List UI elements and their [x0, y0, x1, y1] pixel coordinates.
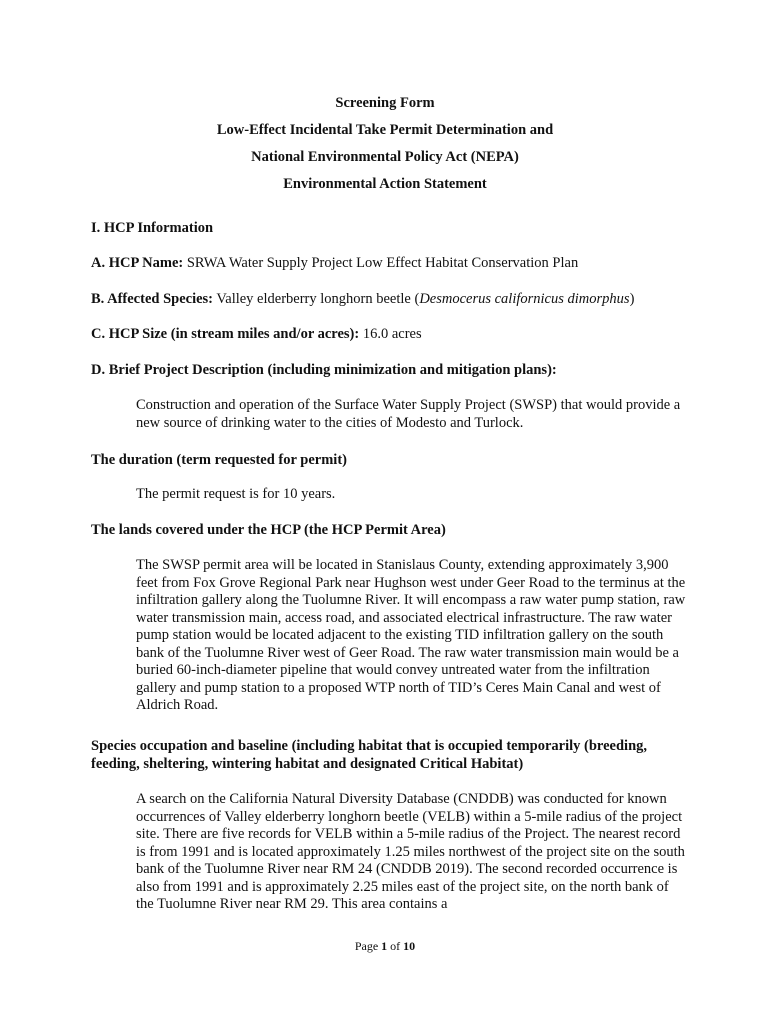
footer-total-pages: 10: [403, 939, 416, 953]
hcp-name-value: SRWA Water Supply Project Low Effect Habitat Conservation Plan: [186, 255, 579, 271]
duration-text: The permit request is for 10 years.: [136, 486, 336, 502]
footer-page-number: 1: [381, 939, 388, 953]
affected-species-row: [91, 290, 634, 308]
form-subtitle-line-1: Low-Effect Incidental Take Permit Determination and: [216, 122, 554, 138]
hcp-name-label: A. HCP Name:: [91, 255, 184, 271]
affected-species-close: ): [629, 291, 635, 307]
duration-heading: The duration (term requested for permit): [91, 452, 347, 468]
project-description-heading: D. Brief Project Description (including minimization and mitigation plans):: [91, 362, 557, 378]
affected-species-label: B. Affected Species:: [91, 291, 214, 307]
hcp-size-value: 16.0 acres: [362, 326, 422, 342]
form-title: Screening Form: [335, 95, 435, 111]
hcp-size-row: [91, 325, 422, 343]
species-occupation-text: A search on the California Natural Diversity Database (CNDDB) was conducted for known occurrences of Valley elderberry longhorn beetle (VELB) within a 5-mile radius of the project site. There are five records for VELB within a 5-mile radius of the Project. The nearest record is from 1991 and is located approximately 1.25 miles northwest of the project site on the south bank of the Tuolumne River near RM 24 (CNDDB 2019). The second recorded occurrence is also from 1991 and is approximately 2.25 miles east of the project site, on the north bank of the Tuolumne River near RM 29. This area contains a: [136, 791, 685, 912]
lands-covered-heading: The lands covered under the HCP (the HCP Permit Area): [91, 522, 446, 538]
footer-of-word: of: [390, 939, 401, 953]
project-description-text: Construction and operation of the Surface Water Supply Project (SWSP) that would provide a new source of drinking water to the cities of Modesto and Turlock.: [136, 397, 681, 431]
section-i-heading: I. HCP Information: [91, 220, 214, 236]
species-scientific-name: Desmocerus californicus dimorphus: [419, 291, 630, 307]
hcp-size-label: C. HCP Size (in stream miles and/or acres):: [91, 326, 360, 342]
species-occupation-heading: Species occupation and baseline (including habitat that is occupied temporarily (breeding, feeding, sheltering, wintering habitat and designated Critical Habitat): [91, 738, 648, 772]
footer-page-word: Page: [354, 939, 379, 953]
page-footer: [0, 939, 770, 954]
affected-species-value: Valley elderberry longhorn beetle (: [216, 291, 420, 307]
hcp-name-row: [91, 254, 578, 272]
form-subtitle-line-3: Environmental Action Statement: [283, 176, 487, 192]
lands-covered-text: The SWSP permit area will be located in Stanislaus County, extending approximately 3,900 feet from Fox Grove Regional Park near Hughson west under Geer Road to the terminus at the infiltration gallery along the Tuolumne River. It will encompass a raw water pump station, raw water transmission main, access road, and associated electrical infrastructure. The raw water pump station would be located adjacent to the existing TID infiltration gallery on the south bank of the Tuolumne River west of Geer Road. The raw water transmission main would be a buried 60-inch-diameter pipeline that would convey untreated water from the infiltration gallery and pump station to a proposed WTP north of TID’s Ceres Main Canal and west of Aldrich Road.: [136, 557, 686, 713]
form-subtitle-line-2: National Environmental Policy Act (NEPA): [251, 149, 519, 165]
